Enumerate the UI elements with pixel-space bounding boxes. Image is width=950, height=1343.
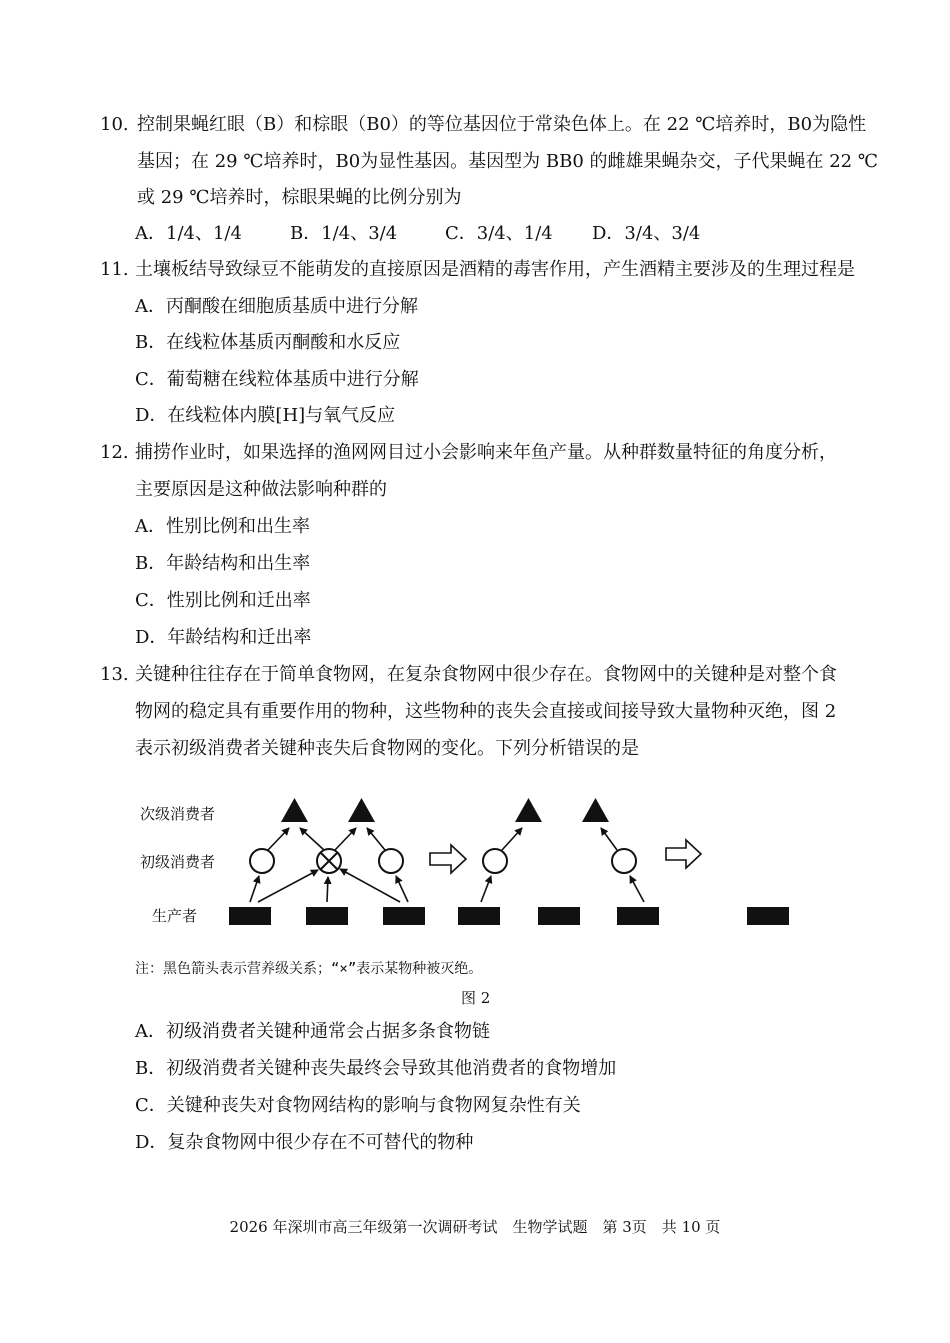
secondary-consumer-3 — [515, 798, 542, 822]
producer-7 — [747, 907, 789, 925]
question-11-option-d: D．在线粒体内膜[H]与氧气反应 — [135, 405, 396, 426]
question-12-option-d: D．年龄结构和迁出率 — [135, 627, 312, 648]
question-10-option-d: D．3/4、3/4 — [592, 223, 701, 244]
question-10-line-1: 控制果蝇红眼（B）和棕眼（B0）的等位基因位于常染色体上。在 22 ℃培养时，B0为隐性 — [137, 114, 867, 135]
primary-consumer-2 — [379, 849, 403, 873]
question-10-option-b: B．1/4、3/4 — [290, 223, 398, 244]
question-13-option-d: D．复杂食物网中很少存在不可替代的物种 — [135, 1132, 474, 1153]
question-12-option-b: B．年龄结构和出生率 — [135, 553, 311, 574]
row-label-secondary: 次级消费者 — [140, 805, 216, 823]
transition-arrow-1 — [430, 845, 466, 873]
food-web-diagram — [0, 790, 950, 930]
question-11-line-1: 土壤板结导致绿豆不能萌发的直接原因是酒精的毒害作用，产生酒精主要涉及的生理过程是 — [135, 259, 855, 280]
question-13-option-a: A．初级消费者关键种通常会占据多条食物链 — [135, 1021, 490, 1042]
question-13-number: 13. — [100, 664, 129, 685]
question-11-number: 11. — [100, 259, 129, 280]
secondary-consumer-4 — [582, 798, 609, 822]
question-12-option-a: A．性别比例和出生率 — [135, 516, 310, 537]
producer-2 — [306, 907, 348, 925]
question-10-option-c: C．3/4、1/4 — [445, 223, 553, 244]
primary-consumer-3 — [483, 849, 507, 873]
producer-3 — [383, 907, 425, 925]
question-10-line-2: 基因；在 29 ℃培养时，B0为显性基因。基因型为 BB0 的雌雄果蝇杂交，子代果蝇在 22 ℃ — [137, 151, 878, 172]
secondary-consumer-2 — [348, 798, 375, 822]
question-12-line-1: 捕捞作业时，如果选择的渔网网目过小会影响来年鱼产量。从种群数量特征的角度分析， — [135, 442, 837, 463]
question-13-line-1: 关键种往往存在于简单食物网，在复杂食物网中很少存在。食物网中的关键种是对整个食 — [135, 664, 837, 685]
question-10-number: 10. — [100, 114, 129, 135]
question-13-option-b: B．初级消费者关键种丧失最终会导致其他消费者的食物增加 — [135, 1058, 617, 1079]
producer-5 — [538, 907, 580, 925]
question-10-line-3: 或 29 ℃培养时，棕眼果蝇的比例分别为 — [137, 187, 462, 208]
question-13-line-2: 物网的稳定具有重要作用的物种，这些物种的丧失会直接或间接导致大量物种灭绝，图 2 — [135, 701, 837, 722]
figure-caption: 图 2 — [461, 989, 491, 1007]
question-11-option-c: C．葡萄糖在线粒体基质中进行分解 — [135, 369, 419, 390]
page-footer: 2026 年深圳市高三年级第一次调研考试 生物学试题 第 3页 共 10 页 — [229, 1218, 721, 1236]
question-11-option-a: A．丙酮酸在细胞质基质中进行分解 — [135, 296, 418, 317]
secondary-consumer-1 — [281, 798, 308, 822]
producer-1 — [229, 907, 271, 925]
question-10-option-a: A．1/4、1/4 — [135, 223, 242, 244]
question-12-option-c: C．性别比例和迁出率 — [135, 590, 311, 611]
question-12-line-2: 主要原因是这种做法影响种群的 — [135, 479, 387, 500]
producer-4 — [458, 907, 500, 925]
figure-note: 注：黑色箭头表示营养级关系；“×”表示某物种被灭绝。 — [135, 961, 483, 977]
producer-6 — [617, 907, 659, 925]
question-13-option-c: C．关键种丧失对食物网结构的影响与食物网复杂性有关 — [135, 1095, 581, 1116]
primary-consumer-4 — [612, 849, 636, 873]
question-11-option-b: B．在线粒体基质丙酮酸和水反应 — [135, 332, 401, 353]
row-label-primary: 初级消费者 — [140, 853, 216, 871]
primary-consumer-1 — [250, 849, 274, 873]
row-label-producer: 生产者 — [152, 907, 198, 925]
question-12-number: 12. — [100, 442, 129, 463]
transition-arrow-2 — [666, 840, 701, 868]
question-13-line-3: 表示初级消费者关键种丧失后食物网的变化。下列分析错误的是 — [135, 738, 639, 759]
